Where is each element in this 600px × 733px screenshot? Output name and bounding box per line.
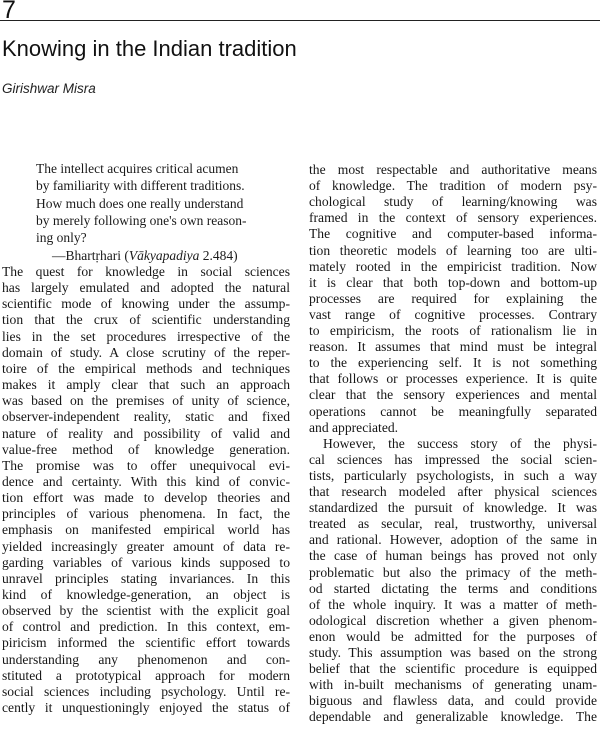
- body-line: chological study of learning/knowing was: [309, 194, 597, 210]
- body-line: study. This assumption was based on the strong: [309, 645, 597, 660]
- body-line: kind of knowledge-generation, an object is: [2, 587, 290, 602]
- body-line: toire of the empirical methods and techniques: [2, 360, 290, 376]
- body-line: that follows or processes experience. It is quite: [309, 371, 597, 387]
- body-line: piricism informed the scientific effort towards: [2, 635, 290, 651]
- body-line: cently it unquestioningly enjoyed the status of: [2, 700, 290, 716]
- body-line: framed in the context of sensory experiences.: [309, 210, 597, 226]
- body-line: The promise was to offer unequivocal evi-: [2, 457, 290, 473]
- epigraph-line: How much does one really understand: [36, 195, 244, 211]
- body-line: mately rooted in the empiricist tradition. Now: [309, 258, 597, 274]
- body-line: The quest for knowledge in social sciences: [2, 264, 290, 279]
- body-line: tion that the crux of scientific understanding: [2, 312, 290, 328]
- body-line: enon would be admitted for the purposes of: [309, 628, 597, 644]
- body-line: of the whole inquiry. It was a matter of meth-: [309, 596, 597, 612]
- body-line: was based on the premises of unity of science,: [2, 393, 290, 409]
- body-line: belief that the scientific procedure is equipped: [309, 661, 597, 677]
- body-line: with in-built mechanisms of generating unam-: [309, 677, 597, 693]
- epigraph-line: The intellect acquires critical acumen: [36, 161, 239, 176]
- body-line: clear that the sensory experiences and mental: [309, 387, 597, 403]
- body-line: biguous and flawless data, and could provide: [309, 693, 597, 709]
- chapter-author: Girishwar Misra: [2, 81, 96, 96]
- body-line: The cognitive and computer-based informa-: [309, 226, 597, 242]
- chapter-title: Knowing in the Indian tradition: [2, 36, 297, 61]
- body-line: cal sciences has impressed the social scien-: [309, 451, 597, 467]
- body-line: understanding any phenomenon and con-: [2, 651, 290, 667]
- body-line: has largely emulated and adopted the natural: [2, 280, 290, 296]
- body-line: and appreciated.: [309, 419, 399, 435]
- attribution-reference: 2.484): [199, 248, 238, 264]
- header-rule: [0, 20, 600, 21]
- body-line: it is clear that both top-down and bottom-up: [309, 274, 597, 290]
- body-line: observed by the scientist with the explicit goal: [2, 603, 290, 619]
- body-line: nature of reality and possibility of valid and: [2, 425, 290, 441]
- epigraph-line: by merely following one's own reason-: [36, 212, 247, 228]
- body-line: observer-independent reality, static and fixed: [2, 409, 290, 425]
- body-line: vast range of cognitive processes. Contrary: [309, 306, 597, 322]
- body-line: tion effort was made to develop theories and: [2, 490, 290, 506]
- body-line: operations cannot be meaningfully separated: [309, 403, 597, 419]
- body-line: of knowledge. The tradition of modern psy-: [309, 178, 597, 194]
- body-line: yielded increasingly greater amount of data re-: [2, 538, 290, 554]
- body-line: to empiricism, the roots of rationalism lie in: [309, 323, 597, 338]
- body-line: problematic but also the primacy of the meth-: [309, 564, 597, 580]
- body-line: the case of human beings has proved not only: [309, 548, 597, 564]
- body-line: processes are required for explaining the: [309, 290, 597, 306]
- attribution-work: Vākyapadiya: [128, 248, 200, 264]
- body-line: reason. It assumes that mind must be integral: [309, 339, 597, 355]
- body-line: domain of study. A close scrutiny of the reper-: [2, 344, 290, 360]
- epigraph-line: by familiarity with different traditions.: [36, 178, 245, 194]
- body-line: principles of various phenomena. In fact, the: [2, 506, 290, 522]
- body-line: that research modeled after physical sciences: [309, 484, 597, 499]
- body-line: standardized the pursuit of knowledge. It was: [309, 500, 597, 516]
- body-line: garding variables of various kinds supposed to: [2, 554, 290, 570]
- body-line: the most respectable and authoritative means: [309, 162, 597, 177]
- epigraph: [36, 160, 306, 265]
- body-line: makes it amply clear that such an approach: [2, 377, 290, 393]
- body-line: stituted a prototypical approach for modern: [2, 667, 290, 683]
- body-line: emphasis on manifested empirical world has: [2, 522, 290, 538]
- body-line: to the experiencing self. It is not something: [309, 355, 597, 371]
- body-line: lies in the set procedures irrespective of the: [2, 328, 290, 344]
- body-line: scientific mode of knowing under the assump-: [2, 296, 290, 312]
- body-line: treated as secular, real, trustworthy, universal: [309, 516, 597, 532]
- body-line: social sciences including psychology. Until re-: [2, 683, 290, 699]
- body-line: of control and prediction. In this context, em-: [2, 619, 290, 635]
- body-line: odological discretion whether a given phenom-: [309, 612, 597, 628]
- body-line: unravel principles stating invariances. In this: [2, 570, 290, 586]
- body-line: However, the success story of the physi-: [323, 435, 597, 451]
- body-line: dependable and generalizable knowledge. The: [309, 709, 597, 725]
- body-line: and rational. However, adoption of the same in: [309, 532, 597, 548]
- body-line: tists, particularly psychologists, in such a way: [309, 467, 597, 483]
- chapter-number: 7: [2, 0, 16, 24]
- epigraph-line: ing only?: [36, 230, 87, 246]
- body-line: dence and certainty. With this kind of convic-: [2, 473, 290, 489]
- attribution-name: —Bhartṛhari (: [52, 248, 129, 264]
- body-line: od started dictating the terms and conditions: [309, 580, 597, 596]
- body-line: value-free method of knowledge generation.: [2, 441, 290, 457]
- body-line: tion theoretic models of learning too are ulti-: [309, 242, 597, 258]
